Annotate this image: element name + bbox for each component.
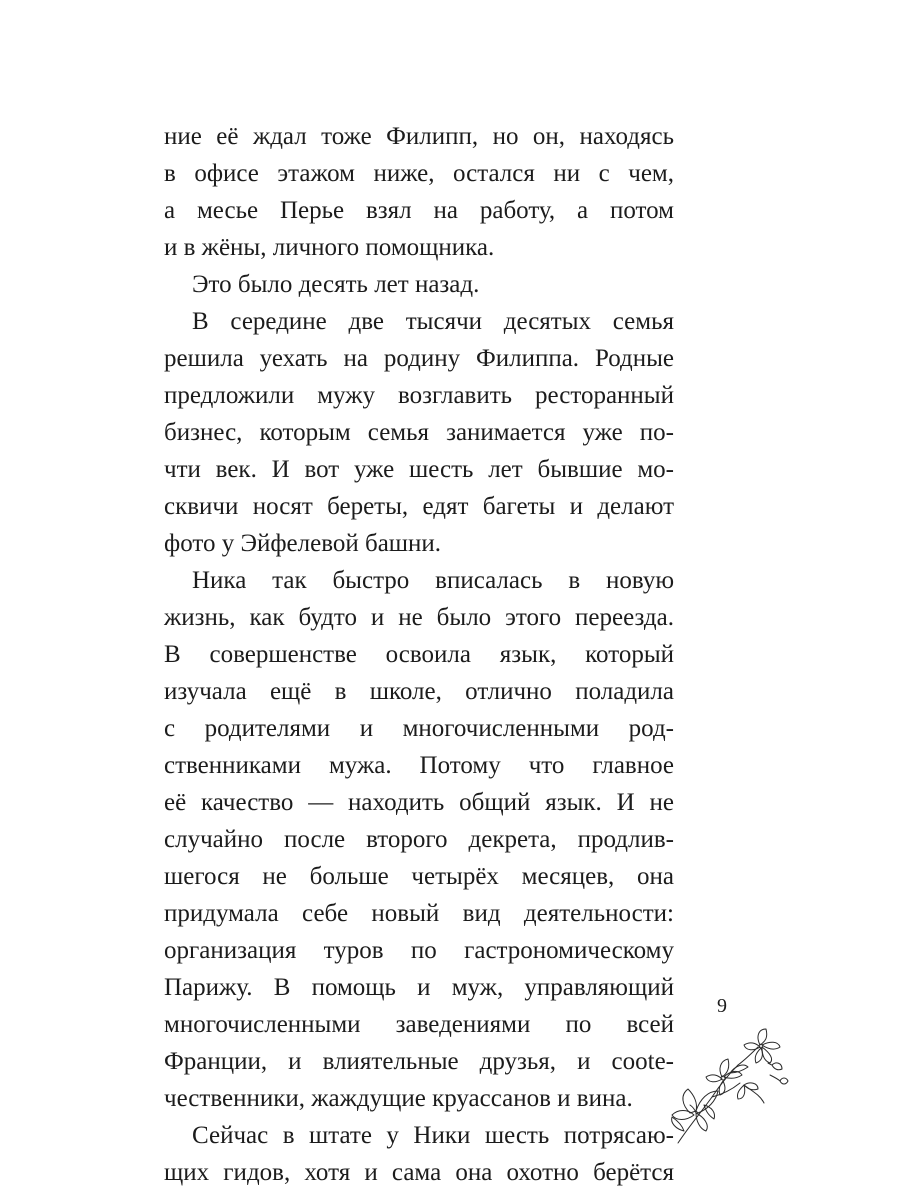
text-line: многочисленными заведениями по всей [164, 1011, 674, 1038]
text-line: ственниками мужа. Потому что главное [164, 752, 674, 779]
text-line: чти век. И вот уже шесть лет бывшие мо- [164, 456, 674, 483]
text-line: её качество — находить общий язык. И не [164, 789, 674, 816]
text-line: ние её ждал тоже Филипп, но он, находясь [164, 123, 674, 150]
text-line: с родителями и многочисленными род- [164, 715, 674, 742]
page-number: 9 [717, 995, 727, 1017]
body-text [164, 118, 674, 1191]
text-line: решила уехать на родину Филиппа. Родные [164, 345, 674, 372]
text-line: щих гидов, хотя и сама она охотно берётся [164, 1159, 674, 1186]
text-line: шегося не больше четырёх месяцев, она [164, 863, 674, 890]
text-line: организация туров по гастрономическому [164, 937, 674, 964]
text-line: чественники, жаждущие круассанов и вина. [164, 1085, 633, 1112]
text-line: в офисе этажом ниже, остался ни с чем, [164, 160, 674, 187]
text-line: Франции, и влиятельные друзья, и соote- [164, 1048, 674, 1075]
text-line: жизнь, как будто и не было этого переезда. [164, 604, 674, 631]
text-line: сквичи носят береты, едят багеты и делают [164, 493, 674, 520]
text-line: Это было десять лет назад. [192, 271, 480, 298]
text-line: фото у Эйфелевой башни. [164, 530, 442, 557]
text-line: В середине две тысячи десятых семья [192, 308, 674, 335]
text-line: изучала ещё в школе, отлично поладила [164, 678, 674, 705]
text-line: бизнес, которым семья занимается уже по- [164, 419, 674, 446]
text-line: придумала себе новый вид деятельности: [164, 900, 674, 927]
text-line: В совершенстве освоила язык, который [164, 641, 674, 668]
text-line: предложили мужу возглавить ресторанный [164, 382, 674, 409]
text-line: и в жёны, личного помощника. [164, 234, 495, 261]
text-line: Ника так быстро вписалась в новую [192, 567, 674, 594]
text-line: а месье Перье взял на работу, а потом [164, 197, 674, 224]
text-line: Сейчас в штате у Ники шесть потрясаю- [192, 1122, 674, 1149]
flower-sketch-icon [660, 1025, 790, 1145]
text-line: случайно после второго декрета, продлив- [164, 826, 674, 853]
text-line: Парижу. В помощь и муж, управляющий [164, 974, 674, 1001]
